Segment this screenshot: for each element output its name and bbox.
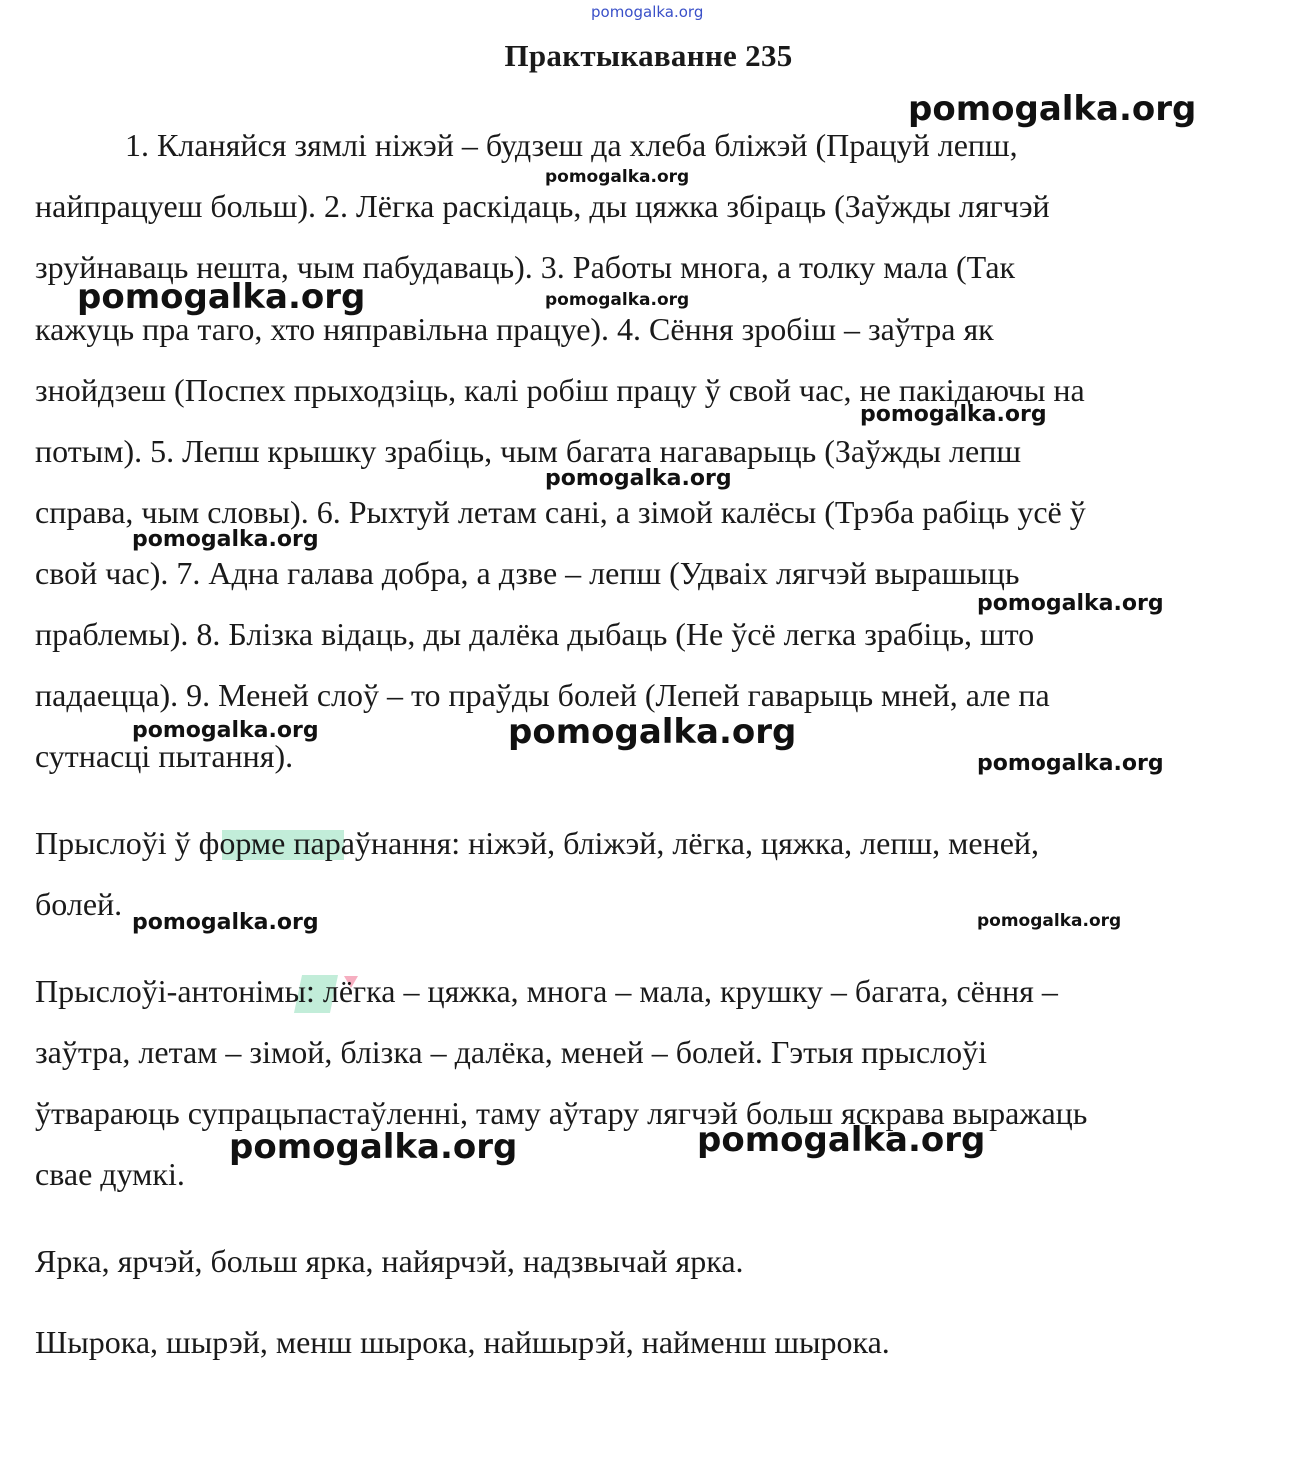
watermark: pomogalka.org (132, 527, 319, 552)
paragraph-4: Ярка, ярчэй, больш ярка, найярчэй, надзвычай ярка. (35, 1243, 744, 1279)
paragraph-5: Шырока, шырэй, менш шырока, найшырэй, найменш шырока. (35, 1324, 890, 1360)
paragraph-3-line: Прыслоўі-антонімы: лёгка – цяжка, многа – мала, крушку – багата, сёння – (35, 973, 1058, 1009)
watermark: pomogalka.org (908, 89, 1197, 129)
paragraph-3-line: свае думкі. (35, 1156, 185, 1192)
paragraph-1-line: справа, чым словы). 6. Рыхтуй летам сані, а зімой калёсы (Трэба рабіць усё ў (35, 494, 1086, 530)
paragraph-2-line: Прыслоўі ў форме параўнання: ніжэй, бліжэй, лёгка, цяжка, лепш, меней, (35, 825, 1040, 861)
watermark: pomogalka.org (977, 751, 1164, 776)
watermark: pomogalka.org (545, 167, 690, 187)
paragraph-1-line: найпрацуеш больш). 2. Лёгка раскідаць, ды цяжка збіраць (Заўжды лягчэй (35, 188, 1050, 224)
watermark: pomogalka.org (860, 402, 1047, 427)
paragraph-1-line: потым). 5. Лепш крышку зрабіць, чым багата нагаварыць (Заўжды лепш (35, 433, 1021, 469)
paragraph-1-line: кажуць пра таго, хто няправільна працуе). 4. Сёння зробіш – заўтра як (35, 311, 994, 347)
paragraph-1-line: свой час). 7. Адна галава добра, а дзве – лепш (Удваіх лягчэй вырашыць (35, 555, 1020, 591)
paragraph-1-line: сутнасці пытання). (35, 738, 294, 774)
paragraph-1-line: зруйнаваць нешта, чым пабудаваць). 3. Работы многа, а толку мала (Так (35, 249, 1016, 285)
watermark: pomogalka.org (229, 1127, 518, 1167)
watermark: pomogalka.org (977, 911, 1122, 931)
watermark: pomogalka.org (545, 290, 690, 310)
watermark: pomogalka.org (132, 718, 319, 743)
watermark: pomogalka.org (697, 1120, 986, 1160)
watermark: pomogalka.org (508, 712, 797, 752)
watermark: pomogalka.org (545, 466, 732, 491)
page-title: Практыкаванне 235 (504, 38, 793, 73)
paragraph-1-line: 1. Кланяйся зямлі ніжэй – будзеш да хлеба бліжэй (Працуй лепш, (125, 127, 1018, 163)
paragraph-1-line: праблемы). 8. Блізка відаць, ды далёка дыбаць (Не ўсё легка зрабіць, што (35, 616, 1035, 652)
paragraph-1-line: падаецца). 9. Меней слоў – то праўды болей (Лепей гаварыць мней, але па (35, 677, 1050, 713)
watermark: pomogalka.org (77, 277, 366, 317)
paragraph-3-line: заўтра, летам – зімой, блізка – далёка, меней – болей. Гэтыя прыслоўі (35, 1034, 987, 1070)
watermark-top: pomogalka.org (591, 3, 704, 21)
paragraph-2-line: болей. (35, 886, 123, 922)
paragraph-1-line: знойдзеш (Поспех прыходзіць, калі робіш працу ў свой час, не пакідаючы на (35, 372, 1085, 408)
watermark: pomogalka.org (132, 910, 319, 935)
paragraph-3-line: ўтвараюць супрацьпастаўленні, таму аўтару лягчэй больш яскрава выражаць (35, 1095, 1088, 1131)
watermark: pomogalka.org (977, 591, 1164, 616)
